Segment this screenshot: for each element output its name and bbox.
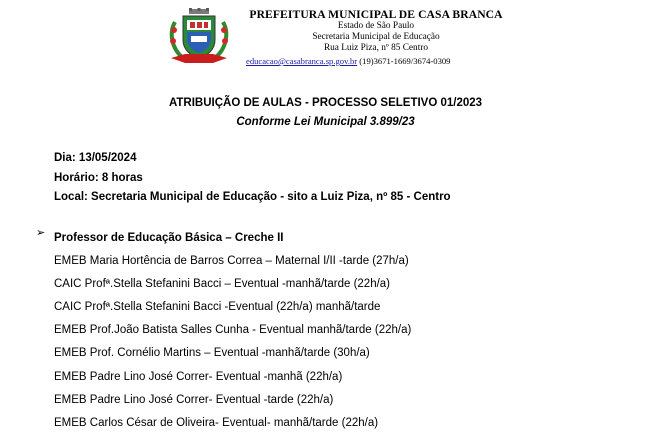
list-item: CAIC Profª.Stella Stefanini Bacci -Eventual (22h/a) manhã/tarde <box>54 301 381 313</box>
department-line: Secretaria Municipal de Educação <box>312 31 440 42</box>
list-item: CAIC Profª.Stella Stefanini Bacci – Eventual -manhã/tarde (22h/a) <box>54 278 391 290</box>
address-line: Rua Luiz Piza, nº 85 Centro <box>323 42 429 53</box>
organization-name: PREFEITURA MUNICIPAL DE CASA BRANCA <box>249 8 503 21</box>
list-item: EMEB Padre Lino José Correr- Eventual -tarde (22h/a) <box>54 394 334 406</box>
arrow-bullet-icon: ➢ <box>36 227 46 239</box>
list-item: EMEB Carlos César de Oliveira- Eventual- manhã/tarde (22h/a) <box>54 417 379 429</box>
document-title: ATRIBUIÇÃO DE AULAS - PROCESSO SELETIVO 01/2023 <box>168 97 483 109</box>
list-item: EMEB Padre Lino José Correr- Eventual -manhã (22h/a) <box>54 371 343 383</box>
letterhead <box>0 0 651 80</box>
document-subtitle: Conforme Lei Municipal 3.899/23 <box>236 116 415 128</box>
list-item: EMEB Prof. Cornélio Martins – Eventual -manhã/tarde (30h/a) <box>54 347 370 359</box>
time-line: Horário: 8 horas <box>54 172 143 184</box>
location-line: Local: Secretaria Municipal de Educação - sito a Luiz Piza, nº 85 - Centro <box>54 191 451 203</box>
contact-line <box>246 57 576 66</box>
list-item: EMEB Maria Hortência de Barros Correa – Maternal I/II -tarde (27h/a) <box>54 255 409 267</box>
list-item: EMEB Prof.João Batista Salles Cunha - Eventual manhã/tarde (22h/a) <box>54 324 412 336</box>
municipal-coat-of-arms-icon <box>165 8 233 66</box>
date-line: Dia: 13/05/2024 <box>54 152 137 164</box>
email-link[interactable]: educacao@casabranca.sp.gov.br <box>246 56 358 66</box>
state-line: Estado de São Paulo <box>337 21 415 32</box>
organization-header <box>246 8 506 66</box>
section-title: Professor de Educação Básica – Creche II <box>54 232 284 244</box>
phone-text: (19)3671-1669/3674-0309 <box>357 56 451 66</box>
